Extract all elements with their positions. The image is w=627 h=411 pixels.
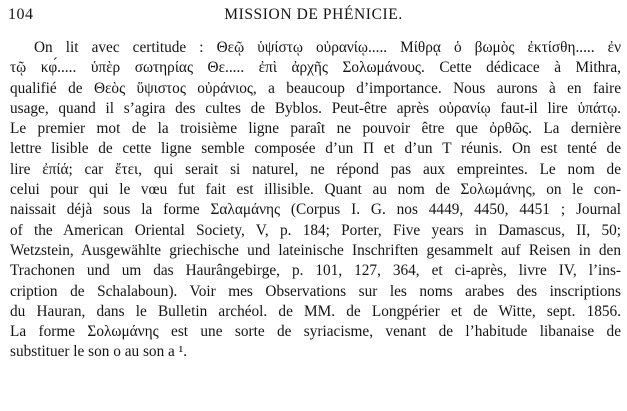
text-line: qualifié de Θεὸς ὕψιστος οὐράνιος, a beaucoup d’importance. Nous aurons à en faire <box>10 79 621 97</box>
text-line: Trachonen und um das Haurângebirge, p. 101, 127, 364, et ci-après, livre IV, l’ins- <box>10 262 621 280</box>
text-line: cription de Schalaboun). Voir mes Observations sur les noms arabes des inscriptions <box>10 282 621 300</box>
text-line: of the American Oriental Society, V, p. 184; Porter, Five years in Damascus, II, 50; <box>10 221 621 239</box>
text-line: Wetzstein, Ausgewählte griechische und lateinische Inschriften gesammelt auf Reisen in den <box>10 241 621 259</box>
text-line: naissait déjà sous la forme Σαλαμάνης (Corpus I. G. nos 4449, 4450, 4451 ; Journal <box>10 201 621 219</box>
text-line: lire ἐπίά; car ἔτει, qui serait si naturel, ne répond pas aux empreintes. Le nom de <box>10 160 621 178</box>
text-line: celui pour qui le vœu fut fait est illisible. Quant au nom de Σολωμάνης, on le con- <box>10 181 621 199</box>
text-line: τῷ κφ́..... ὑπὲρ σωτηρίας Θε..... ἐπὶ ἀρχῆς Σολωμάνους. Cette dédicace à Mithra, <box>10 59 621 77</box>
text-line: On lit avec certitude : Θεῷ ὑψίστῳ οὐρανίῳ..... Μίθρᾳ ὁ βωμὸς ἐκτίσθη..... ἐν <box>34 39 621 56</box>
text-line: substituer le son o au son a ¹. <box>10 343 188 361</box>
page-header <box>0 6 627 26</box>
running-title: MISSION DE PHÉNICIE. <box>224 6 403 23</box>
text-line: du Hauran, dans le Bulletin archéol. de MM. de Longpérier et de Witte, sept. 1856. <box>10 302 621 320</box>
text-line: lettre lisible de cette ligne semble composée d’un Π et d’un Τ réunis. On est tenté de <box>10 140 621 158</box>
body-paragraph <box>10 38 621 363</box>
text-line: Le premier mot de la troisième ligne paraît ne pouvoir être que ὀρθῶς. La dernière <box>10 120 621 138</box>
text-line: usage, quand il s’agira des cultes de Byblos. Peut-être après οὐρανίῳ faut-il lire ὑπάτῳ. <box>10 99 621 117</box>
text-line: La forme Σολωμάνης est une sorte de syriacisme, venant de l’habitude libanaise de <box>10 323 621 341</box>
page-number: 104 <box>8 6 34 23</box>
